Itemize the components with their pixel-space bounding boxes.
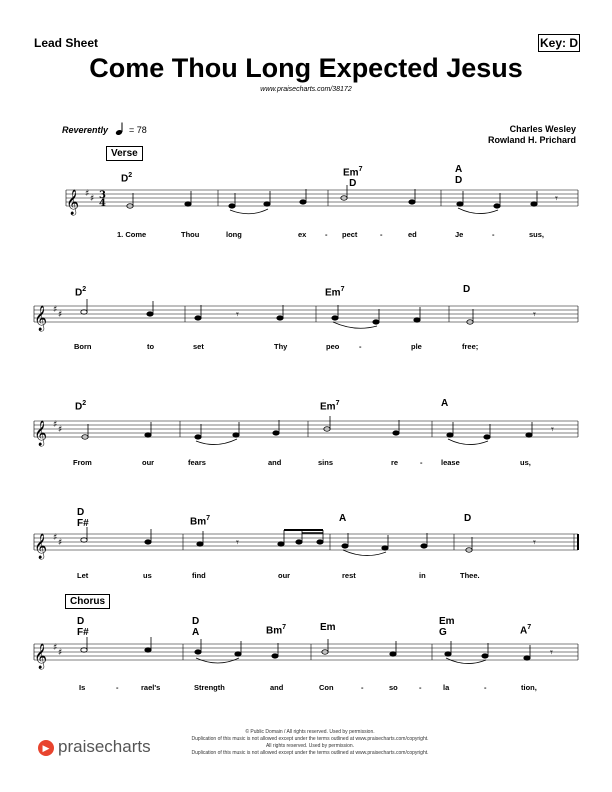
- treble-clef-icon: 𝄞: [34, 306, 48, 331]
- lyric-syllable: -: [420, 458, 423, 467]
- chord-symbol: D: [463, 284, 471, 295]
- chord-symbol: Em$^7$ D: [343, 166, 363, 190]
- staff-system-2: [0, 300, 612, 340]
- copyright-line: © Public Domain / All rights reserved. Used by permission.: [245, 729, 375, 735]
- sharp-icon: ♯: [58, 538, 63, 548]
- lyric-syllable: re: [391, 458, 399, 467]
- lyric-syllable: us,: [520, 458, 531, 467]
- chord-symbol: D A: [192, 616, 200, 638]
- chord-symbol: Em G: [439, 616, 455, 638]
- sharp-icon: ♯: [53, 420, 58, 430]
- lyric-syllable: free;: [462, 342, 479, 351]
- sharp-icon: ♯: [53, 643, 58, 653]
- key-badge: Key: D: [539, 36, 578, 50]
- lyric-syllable: rest: [342, 571, 356, 580]
- copyright-line: All rights reserved. Used by permission.: [265, 743, 355, 749]
- lyric-syllable: and: [270, 683, 284, 692]
- rest-icon: 𝄾: [533, 308, 536, 321]
- chord-symbol: Bm$^7$: [190, 515, 211, 528]
- composer-music: Rowland H. Prichard: [487, 135, 576, 145]
- lyric-syllable: ed: [408, 230, 417, 239]
- sharp-icon: ♯: [85, 189, 90, 199]
- lyric-syllable: find: [192, 571, 206, 580]
- lyric-syllable: and: [268, 458, 282, 467]
- time-signature: 4: [99, 198, 106, 209]
- composer-lyricist: Charles Wesley: [509, 124, 576, 134]
- staff-system-5: [0, 638, 612, 678]
- lyric-syllable: -: [484, 683, 487, 692]
- sharp-icon: ♯: [58, 648, 63, 658]
- chord-symbol: D F#: [77, 616, 89, 638]
- staff-system-1: [0, 184, 612, 224]
- lyric-syllable: Born: [74, 342, 92, 351]
- sheet-type-label: Lead Sheet: [34, 36, 99, 50]
- lyric-syllable: our: [278, 571, 291, 580]
- sharp-icon: ♯: [53, 305, 58, 315]
- lyric-syllable: -: [325, 230, 328, 239]
- lyric-syllable: to: [147, 342, 155, 351]
- rest-icon: 𝄾: [551, 423, 554, 436]
- tempo-marking: Reverently: [62, 125, 109, 135]
- lyric-syllable: -: [361, 683, 364, 692]
- lyric-syllable: Is: [79, 683, 86, 692]
- rest-icon: 𝄾: [236, 308, 239, 321]
- rest-icon: 𝄾: [236, 536, 239, 549]
- lyric-syllable: Thee.: [460, 571, 480, 580]
- lyric-syllable: -: [359, 342, 362, 351]
- rest-icon: 𝄾: [555, 192, 558, 205]
- chord-symbol: Em: [320, 622, 336, 633]
- section-label-chorus: Chorus: [65, 594, 110, 609]
- chord-symbol: A: [339, 513, 347, 524]
- copyright-notice: [150, 729, 470, 757]
- chord-symbol: D: [464, 513, 472, 524]
- quarter-note-icon: [115, 122, 127, 136]
- play-icon: ▶: [38, 740, 54, 756]
- chord-symbol: Bm$^7$: [266, 624, 287, 637]
- lyric-syllable: lease: [441, 458, 460, 467]
- chord-symbol: A D: [455, 164, 463, 186]
- lyric-syllable: 1. Come: [117, 230, 147, 239]
- lyric-syllable: -: [492, 230, 495, 239]
- lyric-syllable: rael's: [141, 683, 161, 692]
- lyric-syllable: ple: [411, 342, 422, 351]
- lyric-syllable: tion,: [521, 683, 537, 692]
- lyric-syllable: sins: [318, 458, 334, 467]
- staff-system-3: [0, 415, 612, 455]
- lyric-syllable: in: [419, 571, 426, 580]
- chord-symbol: A: [441, 398, 449, 409]
- chord-symbol: $D^2$: [75, 400, 87, 413]
- lyric-syllable: -: [419, 683, 422, 692]
- lyric-syllable: set: [193, 342, 204, 351]
- time-signature: 3: [99, 190, 106, 201]
- lyric-syllable: Thou: [181, 230, 200, 239]
- lyric-syllable: pect: [342, 230, 358, 239]
- treble-clef-icon: 𝄞: [34, 534, 48, 559]
- chord-symbol: $D^2$: [121, 172, 133, 185]
- lyric-syllable: ex: [298, 230, 307, 239]
- praisecharts-logo[interactable]: [38, 737, 151, 757]
- lyric-syllable: la: [443, 683, 450, 692]
- lyric-syllable: -: [380, 230, 383, 239]
- logo-text: praisecharts: [58, 737, 151, 756]
- chord-symbol: Em$^7$: [325, 286, 345, 299]
- rest-icon: 𝄾: [533, 536, 536, 549]
- song-title: Come Thou Long Expected Jesus: [89, 53, 523, 83]
- sharp-icon: ♯: [58, 310, 63, 320]
- lyric-syllable: so: [389, 683, 398, 692]
- chord-symbol: $A^7$: [520, 624, 532, 637]
- lyric-syllable: peo: [326, 342, 340, 351]
- sharp-icon: ♯: [53, 533, 58, 543]
- rest-icon: 𝄾: [550, 646, 553, 659]
- treble-clef-icon: 𝄞: [66, 190, 80, 215]
- lyric-syllable: -: [116, 683, 119, 692]
- lyric-syllable: us: [143, 571, 152, 580]
- lyric-syllable: fears: [188, 458, 206, 467]
- staff-system-4: [0, 528, 612, 568]
- chord-symbol: Em$^7$: [320, 400, 340, 413]
- treble-clef-icon: 𝄞: [34, 421, 48, 446]
- copyright-line: Duplication of this music is not allowed except under the terms outlined at www.praisecharts.com/copyright.: [191, 750, 429, 756]
- section-label-verse: Verse: [106, 146, 143, 161]
- lyric-syllable: Je: [455, 230, 464, 239]
- lyric-syllable: Thy: [274, 342, 288, 351]
- chord-symbol: D F#: [77, 507, 89, 529]
- lyric-syllable: From: [73, 458, 92, 467]
- lyric-syllable: our: [142, 458, 155, 467]
- lyric-syllable: Let: [77, 571, 89, 580]
- chord-symbol: $D^2$: [75, 286, 87, 299]
- credits: [430, 124, 576, 146]
- lyric-syllable: long: [226, 230, 242, 239]
- song-url[interactable]: www.praisecharts.com/38172: [260, 86, 352, 93]
- treble-clef-icon: 𝄞: [34, 644, 48, 669]
- lyric-syllable: Con: [319, 683, 334, 692]
- lyric-syllable: sus,: [529, 230, 545, 239]
- lyric-syllable: Strength: [194, 683, 225, 692]
- tempo-value: = 78: [129, 125, 147, 135]
- sharp-icon: ♯: [58, 425, 63, 435]
- copyright-line: Duplication of this music is not allowed except under the terms outlined at www.praisecharts.com/copyright.: [191, 736, 429, 742]
- sharp-icon: ♯: [90, 194, 95, 204]
